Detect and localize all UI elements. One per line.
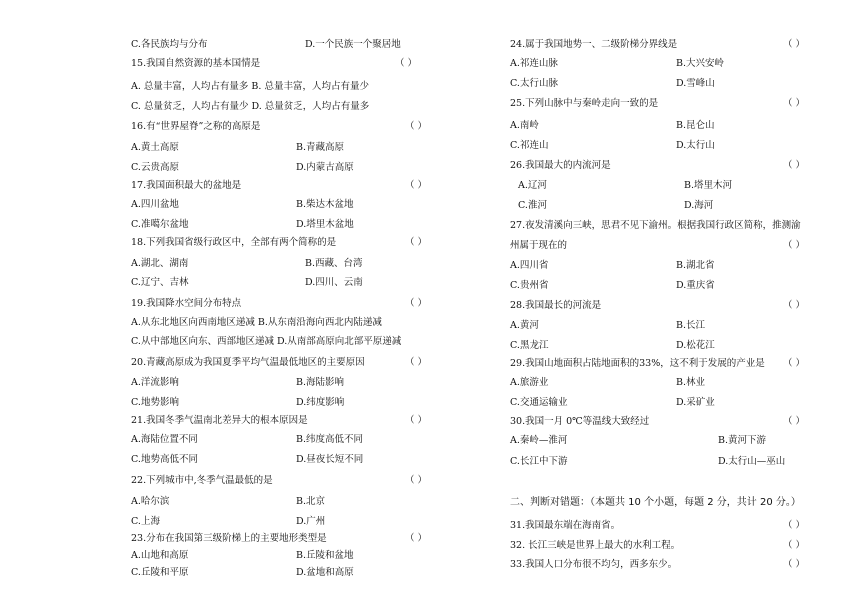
question-line: C.上海 [131,516,160,527]
question-line: 24.属于我国地势一、二级阶梯分界线是 [510,39,678,50]
answer-parentheses: （ ） [783,416,806,427]
question-line: A.黄河 [510,320,539,331]
question-line: 15.我国自然资源的基本国情是 [131,58,261,69]
question-line: D.太行山 [676,140,715,151]
question-line: 17.我国面积最大的盆地是 [131,180,242,191]
question-line: D.盆地和高原 [296,567,354,578]
answer-parentheses: （ ） [405,415,428,426]
answer-parentheses: （ ） [395,58,418,69]
question-line: 29.我国山地面积占陆地面积的33%，这不利于发展的产业是 [510,358,765,369]
answer-parentheses: （ ） [405,357,428,368]
question-line: B.丘陵和盆地 [296,550,354,561]
question-line: C.辽宁、吉林 [131,277,189,288]
question-line: 16.有“世界屋脊”之称的高原是 [131,121,261,132]
question-line: D.内蒙古高原 [296,162,354,173]
question-line: A.辽河 [518,180,547,191]
question-line: B.大兴安岭 [676,58,725,69]
answer-parentheses: （ ） [405,180,428,191]
question-line: B.柴达木盆地 [296,199,354,210]
question-line: A.从东北地区向西南地区递减 B.从东南沿海向西北内陆递减 [131,317,382,328]
question-line: B.塔里木河 [684,180,733,191]
question-line: 30.我国一月 0℃等温线大致经过 [510,416,650,427]
question-line: D.广州 [296,516,326,527]
answer-parentheses: （ ） [405,475,428,486]
question-line: 19.我国降水空间分布特点 [131,298,242,309]
question-line: B.昆仑山 [676,120,715,131]
answer-parentheses: （ ） [783,39,806,50]
question-line: C.贵州省 [510,280,549,291]
question-line: B.青藏高原 [296,142,345,153]
question-line: A.湖北、湖南 [131,258,189,269]
question-line: 33.我国人口分布很不均匀，西多东少。 [510,559,678,570]
question-line: 32. 长江三峡是世界上最大的水利工程。 [510,540,681,551]
question-line: 27.夜发清溪向三峡，思君不见下渝州。根据我国行政区简称，推测渝 [510,220,801,231]
question-line: A. 总量丰富，人均占有量多 B. 总量丰富，人均占有量少 [131,81,369,92]
question-line: C.各民族均与分布 [131,39,208,50]
question-line: 28.我国最长的河流是 [510,300,602,311]
answer-parentheses: （ ） [783,520,806,531]
answer-parentheses: （ ） [405,533,428,544]
question-line: C.交通运输业 [510,397,568,408]
question-line: C.地势高低不同 [131,454,198,465]
question-line: A.四川盆地 [131,199,179,210]
answer-parentheses: （ ） [405,121,428,132]
question-line: B.北京 [296,496,326,507]
question-line: A.海陆位置不同 [131,434,198,445]
question-line: B.西藏、台湾 [305,258,363,269]
question-line: D.昼夜长短不同 [296,454,364,465]
question-line: A.四川省 [510,260,549,271]
question-line: B.海陆影响 [296,377,345,388]
question-line: 23.分布在我国第三级阶梯上的主要地形类型是 [131,533,327,544]
question-line: C.黑龙江 [510,340,549,351]
question-line: D.塔里木盆地 [296,219,354,230]
section-heading: 二、判断对错题：（本题共 10 个小题，每题 2 分，共计 20 分。） [510,497,801,508]
question-line: D.重庆省 [676,280,715,291]
question-line: A.南岭 [510,120,539,131]
question-line: 20.青藏高原成为我国夏季平均气温最低地区的主要原因 [131,357,365,368]
question-line: A.黄土高原 [131,142,179,153]
question-line: C.准噶尔盆地 [131,219,189,230]
question-line: C.云贵高原 [131,162,179,173]
question-line: D.纬度影响 [296,397,345,408]
question-line: C.太行山脉 [510,78,558,89]
question-line: D.雪峰山 [676,78,715,89]
question-line: A.洋流影响 [131,377,179,388]
question-line: B.湖北省 [676,260,715,271]
question-line: A.旅游业 [510,377,549,388]
question-line: C.从中部地区向东、西部地区递减 D.从南部高原向北部平原递减 [131,336,402,347]
question-line: 26.我国最大的内流河是 [510,160,611,171]
question-line: D.太行山—巫山 [718,456,786,467]
question-line: D.采矿业 [676,397,715,408]
answer-parentheses: （ ） [405,298,428,309]
answer-parentheses: （ ） [783,358,806,369]
question-line: 21.我国冬季气温南北差异大的根本原因是 [131,415,308,426]
question-line: 31.我国最东端在海南省。 [510,520,621,531]
question-line: A.哈尔滨 [131,496,170,507]
question-line: A.祁连山脉 [510,58,558,69]
answer-parentheses: （ ） [783,300,806,311]
question-line: B.纬度高低不同 [296,434,364,445]
question-line: A.秦岭—淮河 [510,435,568,446]
question-line: 州属于现在的 [510,240,568,251]
question-line: C.丘陵和平原 [131,567,189,578]
answer-parentheses: （ ） [783,559,806,570]
question-line: D.海河 [684,200,714,211]
question-line: D.松花江 [676,340,715,351]
question-line: B.林业 [676,377,706,388]
question-line: C.地势影响 [131,397,179,408]
answer-parentheses: （ ） [783,160,806,171]
question-line: B.长江 [676,320,706,331]
answer-parentheses: （ ） [405,237,428,248]
question-line: A.山地和高原 [131,550,189,561]
question-line: 18.下列我国省级行政区中，全部有两个简称的是 [131,237,337,248]
question-line: B.黄河下游 [718,435,767,446]
question-line: C. 总量贫乏，人均占有量少 D. 总量贫乏，人均占有量多 [131,101,370,112]
question-line: D.四川、云南 [305,277,363,288]
question-line: 25.下列山脉中与秦岭走向一致的是 [510,98,659,109]
question-line: C.长江中下游 [510,456,568,467]
answer-parentheses: （ ） [783,98,806,109]
question-line: D.一个民族一个聚居地 [305,39,401,50]
question-line: C.祁连山 [510,140,549,151]
answer-parentheses: （ ） [783,240,806,251]
question-line: C.淮河 [518,200,547,211]
question-line: 22.下列城市中,冬季气温最低的是 [131,475,273,486]
answer-parentheses: （ ） [783,540,806,551]
